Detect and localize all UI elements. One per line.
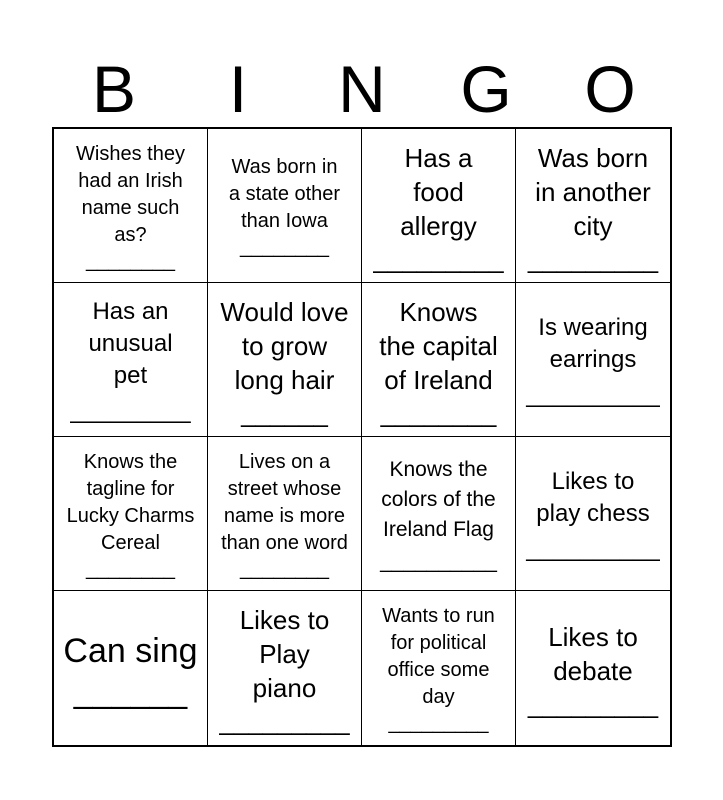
cell-text: Lives on a street whose name is more than one word <box>221 450 348 554</box>
signature-line: _________ <box>219 706 350 736</box>
signature-line: ________ <box>240 557 329 580</box>
bingo-cell[interactable] <box>54 283 208 437</box>
bingo-cell[interactable] <box>516 283 670 437</box>
cell-text: Likes to Play piano <box>239 605 330 703</box>
header-letter-n: N <box>338 52 386 126</box>
cell-text: Has a food allergy <box>400 142 477 241</box>
cell-text: Can sing <box>63 632 198 670</box>
cell-text: Likes to debate <box>548 622 638 686</box>
signature-line: ________ <box>240 236 329 258</box>
cell-text: Wants to run for political office some day <box>382 605 495 708</box>
signature-line: _________ <box>527 243 659 274</box>
bingo-cell[interactable] <box>54 437 208 591</box>
bingo-cell[interactable] <box>516 437 670 591</box>
signature-line: _________ <box>70 396 191 424</box>
bingo-grid <box>52 127 672 747</box>
bingo-cell[interactable] <box>208 129 362 283</box>
signature-line: ________ <box>86 557 175 580</box>
cell-text: Has an unusual pet <box>88 297 173 389</box>
bingo-cell[interactable] <box>362 283 516 437</box>
bingo-cell[interactable] <box>362 437 516 591</box>
signature-line: ________ <box>86 249 175 272</box>
signature-line: ________ <box>380 397 497 428</box>
header-letter-o: O <box>584 52 636 126</box>
cell-text: Wishes they had an Irish name such as? <box>76 142 185 246</box>
cell-text: Was born in another city <box>535 142 651 241</box>
bingo-cell[interactable] <box>516 129 670 283</box>
cell-text: Is wearing earrings <box>538 313 648 373</box>
bingo-cell[interactable] <box>54 591 208 745</box>
bingo-cell[interactable] <box>208 283 362 437</box>
cell-text: Knows the capital of Ireland <box>379 296 498 395</box>
signature-line: _________ <box>527 689 659 719</box>
header-letter-b: B <box>91 52 137 126</box>
cell-text: Was born in a state other than Iowa <box>228 156 341 232</box>
cell-text: Would love to grow long hair <box>220 296 349 395</box>
bingo-cell[interactable] <box>208 591 362 745</box>
bingo-cell[interactable] <box>362 591 516 745</box>
cell-text: Likes to play chess <box>536 467 650 527</box>
signature-line: __________ <box>526 380 660 408</box>
cell-text: Knows the tagline for Lucky Charms Cereal <box>66 450 195 554</box>
header-letter-i: I <box>228 52 248 126</box>
signature-line: _________ <box>388 712 489 734</box>
signature-line: _________ <box>373 243 504 274</box>
bingo-cell[interactable] <box>362 129 516 283</box>
header-letter-g: G <box>460 52 512 126</box>
signature-line: ______ <box>73 672 188 710</box>
bingo-cell[interactable] <box>516 591 670 745</box>
cell-text: Knows the colors of the Ireland Flag <box>381 457 496 541</box>
bingo-cell[interactable] <box>54 129 208 283</box>
signature-line: __________ <box>380 549 497 573</box>
signature-line: __________ <box>526 534 660 562</box>
bingo-header <box>52 50 672 128</box>
bingo-cell[interactable] <box>208 437 362 591</box>
signature-line: ______ <box>241 397 328 428</box>
